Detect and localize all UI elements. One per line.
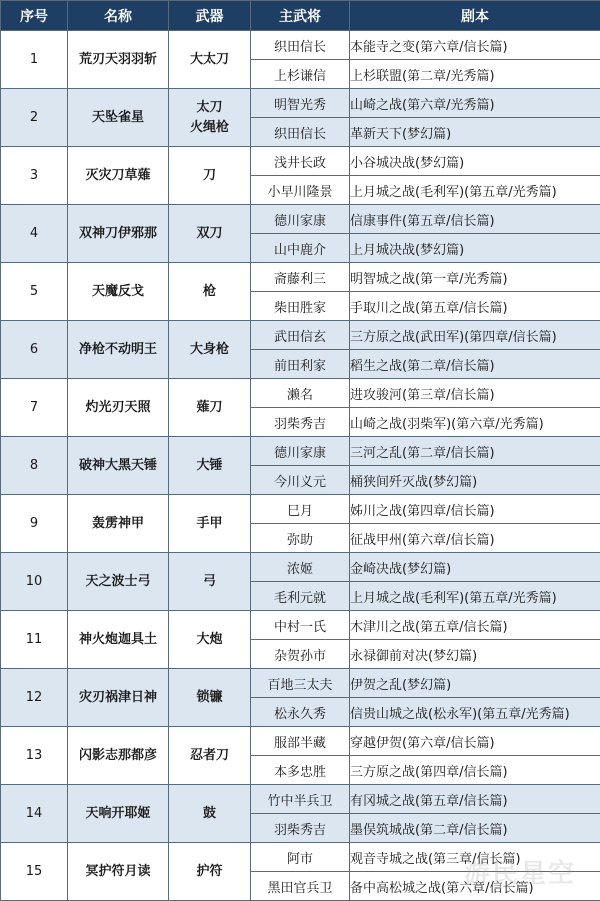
cell-weapon: 大炮 [169,611,251,669]
cell-script: 姊川之战(第四章/信长篇) [350,495,600,524]
cell-script: 上月城之战(毛利军)(第五章/光秀篇) [350,582,600,611]
cell-no: 6 [1,321,68,379]
cell-no: 8 [1,437,68,495]
cell-script: 永禄御前对决(梦幻篇) [350,640,600,669]
cell-name: 净枪不动明王 [68,321,169,379]
cell-weapon: 护符 [169,843,251,901]
table-row [1,843,600,872]
cell-script: 上杉联盟(第二章/光秀篇) [350,60,600,89]
cell-name: 天魔反戈 [68,263,169,321]
table-row [1,263,600,292]
table-row [1,31,600,60]
table-row [1,495,600,524]
cell-general: 黑田官兵卫 [251,872,350,901]
cell-weapon: 大锤 [169,437,251,495]
cell-general: 中村一氏 [251,611,350,640]
cell-no: 2 [1,89,68,147]
header-weapon: 武器 [169,1,251,31]
cell-general: 前田利家 [251,350,350,379]
cell-no: 13 [1,727,68,785]
cell-general: 德川家康 [251,437,350,466]
cell-no: 7 [1,379,68,437]
cell-general: 小早川隆景 [251,176,350,205]
cell-script: 山崎之战(第六章/光秀篇) [350,89,600,118]
cell-script: 桶狭间歼灭战(梦幻篇) [350,466,600,495]
cell-script: 备中高松城之战(第六章/信长篇) [350,872,600,901]
cell-general: 山中鹿介 [251,234,350,263]
table-row [1,669,600,698]
cell-script: 革新天下(梦幻篇) [350,118,600,147]
cell-general: 濑名 [251,379,350,408]
cell-general: 斋藤利三 [251,263,350,292]
cell-weapon: 刀 [169,147,251,205]
cell-general: 羽柴秀吉 [251,814,350,843]
cell-name: 破神大黑天锤 [68,437,169,495]
cell-general: 浅井长政 [251,147,350,176]
cell-script: 上月城决战(梦幻篇) [350,234,600,263]
cell-general: 百地三太夫 [251,669,350,698]
cell-name: 荒刃天羽羽斩 [68,31,169,89]
cell-script: 山崎之战(羽柴军)(第六章/光秀篇) [350,408,600,437]
cell-weapon: 大身枪 [169,321,251,379]
cell-general: 阿市 [251,843,350,872]
cell-script: 信康事件(第五章/信长篇) [350,205,600,234]
cell-script: 金崎决战(梦幻篇) [350,553,600,582]
cell-general: 今川义元 [251,466,350,495]
cell-general: 羽柴秀吉 [251,408,350,437]
table-body [1,31,600,901]
cell-script: 三方原之战(武田军)(第四章/信长篇) [350,321,600,350]
cell-general: 竹中半兵卫 [251,785,350,814]
table-row [1,553,600,582]
cell-script: 三方原之战(第四章/信长篇) [350,756,600,785]
cell-general: 织田信长 [251,31,350,60]
header-script: 剧本 [350,1,600,31]
cell-script: 上月城之战(毛利军)(第五章/光秀篇) [350,176,600,205]
cell-general: 巳月 [251,495,350,524]
cell-script: 明智城之战(第一章/光秀篇) [350,263,600,292]
table-row [1,321,600,350]
cell-general: 明智光秀 [251,89,350,118]
cell-name: 冥护符月读 [68,843,169,901]
cell-weapon: 太刀 火绳枪 [169,89,251,147]
cell-script: 穿越伊贺(第六章/信长篇) [350,727,600,756]
cell-no: 9 [1,495,68,553]
cell-script: 本能寺之变(第六章/信长篇) [350,31,600,60]
cell-no: 11 [1,611,68,669]
cell-script: 三河之乱(第二章/信长篇) [350,437,600,466]
cell-general: 松永久秀 [251,698,350,727]
cell-name: 天响开耶姬 [68,785,169,843]
table-row [1,147,600,176]
cell-name: 灼光刃天照 [68,379,169,437]
table-row [1,727,600,756]
table-row [1,205,600,234]
cell-script: 木津川之战(第五章/信长篇) [350,611,600,640]
cell-weapon: 弓 [169,553,251,611]
cell-no: 10 [1,553,68,611]
table-row [1,89,600,118]
cell-name: 闪影志那都彦 [68,727,169,785]
table-row [1,785,600,814]
cell-script: 稻生之战(第二章/信长篇) [350,350,600,379]
cell-no: 1 [1,31,68,89]
cell-name: 天之波士弓 [68,553,169,611]
cell-weapon: 鼓 [169,785,251,843]
cell-weapon: 双刀 [169,205,251,263]
cell-no: 5 [1,263,68,321]
cell-script: 手取川之战(第五章/信长篇) [350,292,600,321]
cell-weapon: 枪 [169,263,251,321]
watermark: 游民星空 [464,853,576,890]
cell-script: 进攻骏河(第三章/信长篇) [350,379,600,408]
cell-name: 天坠雀星 [68,89,169,147]
cell-general: 弥助 [251,524,350,553]
cell-no: 15 [1,843,68,901]
cell-general: 杂贺孙市 [251,640,350,669]
table-row [1,379,600,408]
cell-name: 灭灾刀草薙 [68,147,169,205]
cell-name: 轰雳神甲 [68,495,169,553]
cell-general: 毛利元就 [251,582,350,611]
cell-general: 柴田胜家 [251,292,350,321]
cell-name: 神火炮迦具土 [68,611,169,669]
cell-name: 灾刃祸津日神 [68,669,169,727]
cell-weapon: 大太刀 [169,31,251,89]
cell-general: 德川家康 [251,205,350,234]
table-row [1,437,600,466]
cell-script: 信贵山城之战(松永军)(第五章/光秀篇) [350,698,600,727]
cell-script: 伊贺之乱(梦幻篇) [350,669,600,698]
header-name: 名称 [68,1,169,31]
cell-general: 武田信玄 [251,321,350,350]
cell-weapon: 忍者刀 [169,727,251,785]
cell-script: 墨俣筑城战(第二章/信长篇) [350,814,600,843]
table-row [1,611,600,640]
cell-weapon: 手甲 [169,495,251,553]
cell-no: 4 [1,205,68,263]
cell-general: 织田信长 [251,118,350,147]
header-row [1,1,600,31]
cell-weapon: 薙刀 [169,379,251,437]
cell-general: 上杉谦信 [251,60,350,89]
cell-general: 本多忠胜 [251,756,350,785]
cell-script: 小谷城决战(梦幻篇) [350,147,600,176]
cell-script: 观音寺城之战(第三章/信长篇) [350,843,600,872]
cell-general: 服部半藏 [251,727,350,756]
cell-script: 征战甲州(第六章/信长篇) [350,524,600,553]
cell-no: 12 [1,669,68,727]
header-general: 主武将 [251,1,350,31]
cell-name: 双神刀伊邪那 [68,205,169,263]
cell-no: 14 [1,785,68,843]
cell-general: 浓姬 [251,553,350,582]
cell-script: 有冈城之战(第五章/信长篇) [350,785,600,814]
header-no: 序号 [1,1,68,31]
cell-weapon: 锁镰 [169,669,251,727]
cell-no: 3 [1,147,68,205]
